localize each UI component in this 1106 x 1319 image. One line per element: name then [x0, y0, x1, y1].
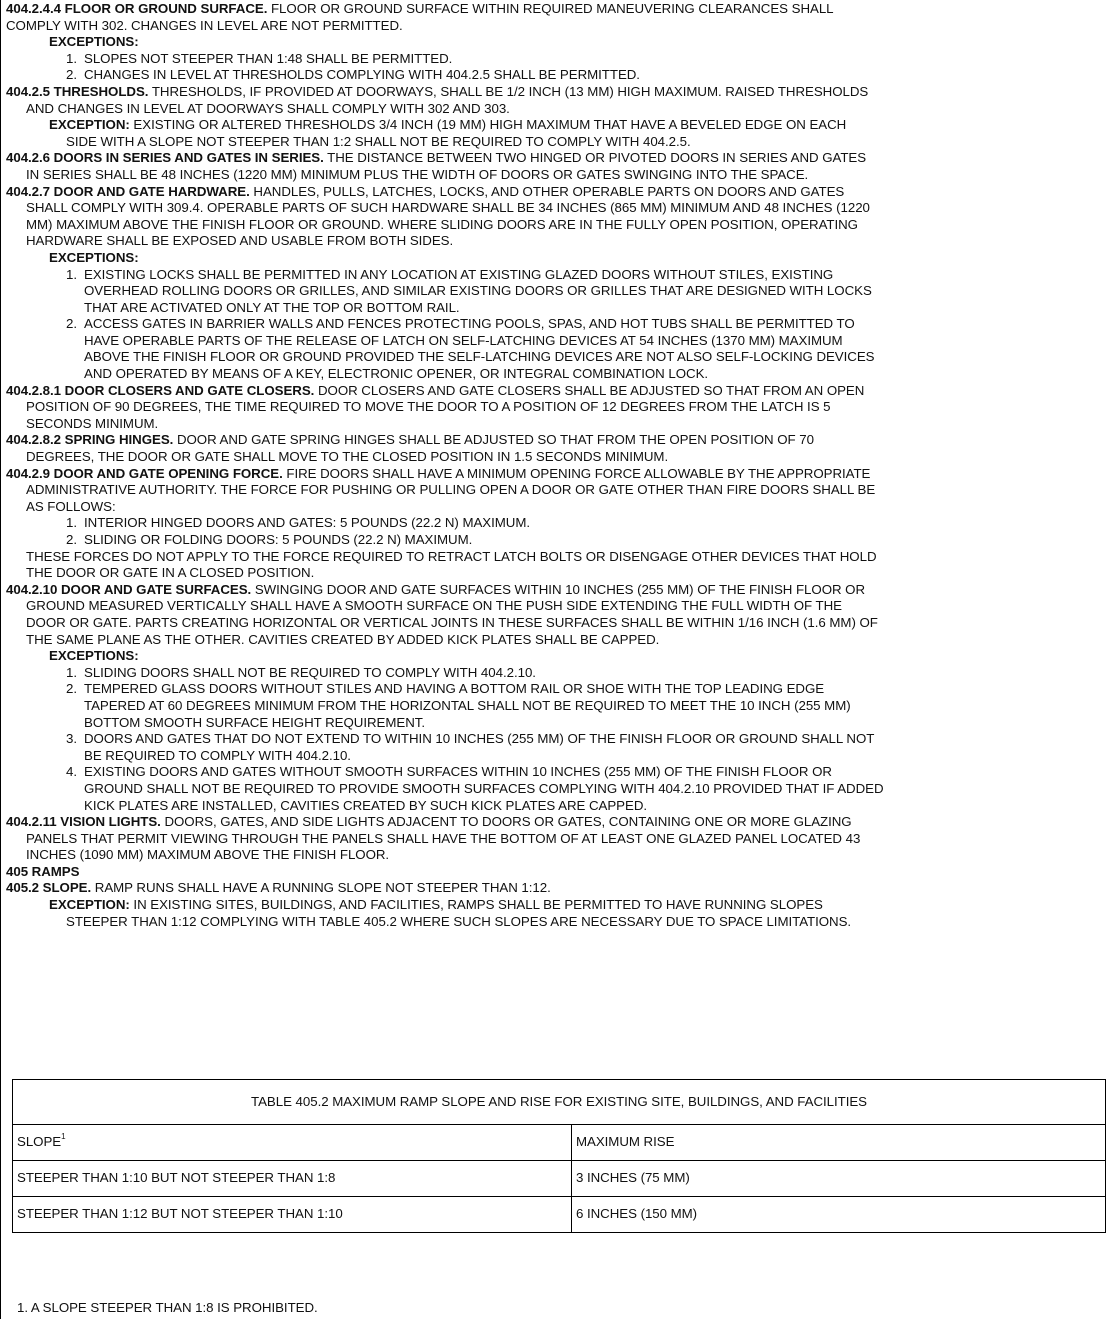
section-text: ADMINISTRATIVE AUTHORITY. THE FORCE FOR PUSHING OR PULLING OPEN A DOOR OR GATE OTHER THAN FIRE DOORS SHALL BE: [26, 482, 876, 498]
exception-text: SIDE WITH A SLOPE NOT STEEPER THAN 1:2 SHALL NOT BE REQUIRED TO COMPLY WITH 404.2.5.: [66, 133, 691, 149]
section-heading: 404.2.11 VISION LIGHTS.: [6, 814, 161, 830]
table-title: TABLE 405.2 MAXIMUM RAMP SLOPE AND RISE FOR EXISTING SITE, BUILDINGS, AND FACILITIES: [13, 1080, 1106, 1125]
section-heading: 404.2.5 THRESHOLDS.: [6, 83, 149, 99]
section-text: HARDWARE SHALL BE EXPOSED AND USABLE FROM BOTH SIDES.: [26, 233, 454, 249]
table-cell: 3 INCHES (75 MM): [572, 1161, 1106, 1197]
section-404-2-10: 404.2.10 DOOR AND GATE SURFACES. SWINGING DOOR AND GATE SURFACES WITHIN 10 INCHES (255 MM) OF THE FINISH FLOOR OR: [6, 581, 866, 597]
section-404-2-7: 404.2.7 DOOR AND GATE HARDWARE. HANDLES, PULLS, LATCHES, LOCKS, AND OTHER OPERABLE PARTS ON DOORS AND GATES: [6, 183, 845, 199]
section-405-2: 405.2 SLOPE. RAMP RUNS SHALL HAVE A RUNNING SLOPE NOT STEEPER THAN 1:12.: [6, 880, 551, 896]
column-header-max-rise: MAXIMUM RISE: [572, 1125, 1106, 1161]
table-405-2: [12, 1079, 1106, 1233]
table-cell: STEEPER THAN 1:10 BUT NOT STEEPER THAN 1:8: [13, 1161, 572, 1197]
section-404-2-9: 404.2.9 DOOR AND GATE OPENING FORCE. FIRE DOORS SHALL HAVE A MINIMUM OPENING FORCE ALLOWABLE BY THE APPROPRIATE: [6, 465, 871, 481]
section-text: AS FOLLOWS:: [26, 498, 116, 514]
section-heading: 404.2.8.2 SPRING HINGES.: [6, 432, 174, 448]
section-404-2-11: 404.2.11 VISION LIGHTS. DOORS, GATES, AND SIDE LIGHTS ADJACENT TO DOORS OR GATES, CONTAINING ONE OR MORE GLAZING: [6, 814, 852, 830]
list-item: 1. SLIDING DOORS SHALL NOT BE REQUIRED TO COMPLY WITH 404.2.10.: [66, 664, 536, 680]
list-item: 2. SLIDING OR FOLDING DOORS: 5 POUNDS (22.2 N) MAXIMUM.: [66, 532, 473, 547]
section-text: DEGREES, THE DOOR OR GATE SHALL MOVE TO THE CLOSED POSITION IN 1.5 SECONDS MINIMUM.: [26, 449, 669, 465]
section-text: MM) MAXIMUM ABOVE THE FINISH FLOOR OR GROUND. WHERE SLIDING DOORS ARE IN THE FULLY OPEN POSITION, OPERATING: [26, 216, 858, 232]
section-text: INCHES (1090 MM) MAXIMUM ABOVE THE FINISH FLOOR.: [26, 847, 390, 863]
section-404-2-6: 404.2.6 DOORS IN SERIES AND GATES IN SERIES. THE DISTANCE BETWEEN TWO HINGED OR PIVOTED DOORS IN SERIES AND GATES: [6, 150, 867, 166]
section-heading: 404.2.6 DOORS IN SERIES AND GATES IN SERIES.: [6, 150, 324, 166]
exceptions-heading: EXCEPTIONS:: [49, 34, 139, 50]
section-text: COMPLY WITH 302. CHANGES IN LEVEL ARE NOT PERMITTED.: [6, 17, 403, 33]
section-405-heading: 405 RAMPS: [6, 863, 80, 879]
list-item: 1. INTERIOR HINGED DOORS AND GATES: 5 POUNDS (22.2 N) MAXIMUM.: [66, 515, 531, 531]
section-text: PANELS THAT PERMIT VIEWING THROUGH THE PANELS SHALL HAVE THE BOTTOM OF AT LEAST ONE GLAZED PANEL LOCATED 43: [26, 830, 861, 846]
exceptions-heading: EXCEPTIONS:: [49, 249, 139, 265]
section-heading: 404.2.8.1 DOOR CLOSERS AND GATE CLOSERS.: [6, 382, 315, 398]
section-text: IN SERIES SHALL BE 48 INCHES (1220 MM) MINIMUM PLUS THE WIDTH OF DOORS OR GATES SWINGING INTO THE SPACE.: [26, 166, 809, 182]
section-text: GROUND MEASURED VERTICALLY SHALL HAVE A SMOOTH SURFACE ON THE PUSH SIDE EXTENDING THE FULL WIDTH OF THE: [26, 598, 842, 614]
exception-text: STEEPER THAN 1:12 COMPLYING WITH TABLE 405.2 WHERE SUCH SLOPES ARE NECESSARY DUE TO SPACE LIMITATIONS.: [66, 913, 852, 929]
section-text: AND CHANGES IN LEVEL AT DOORWAYS SHALL COMPLY WITH 302 AND 303.: [26, 100, 510, 116]
list-item: 3. DOORS AND GATES THAT DO NOT EXTEND TO WITHIN 10 INCHES (255 MM) OF THE FINISH FLOOR OR GROUND SHALL NOT BE REQUIRED TO COMPLY WITH 404.2.10.: [66, 731, 875, 763]
section-text: POSITION OF 90 DEGREES, THE TIME REQUIRED TO MOVE THE DOOR TO A POSITION OF 12 DEGREES FROM THE LATCH IS 5: [26, 399, 831, 415]
section-heading: 404.2.9 DOOR AND GATE OPENING FORCE.: [6, 465, 283, 481]
exception-text: EXCEPTION: IN EXISTING SITES, BUILDINGS, AND FACILITIES, RAMPS SHALL BE PERMITTED TO HAVE RUNNING SLOPES: [49, 897, 823, 913]
section-text: THESE FORCES DO NOT APPLY TO THE FORCE REQUIRED TO RETRACT LATCH BOLTS OR DISENGAGE OTHER DEVICES THAT HOLD: [26, 548, 877, 564]
section-heading: 405.2 SLOPE.: [6, 880, 92, 896]
section-heading: 404.2.4.4 FLOOR OR GROUND SURFACE.: [6, 1, 268, 16]
table-footnote: 1. A SLOPE STEEPER THAN 1:8 IS PROHIBITED.: [17, 1300, 318, 1315]
table-cell: 6 INCHES (150 MM): [572, 1197, 1106, 1233]
table-row: [13, 1197, 1106, 1233]
section-404-2-8-1: 404.2.8.1 DOOR CLOSERS AND GATE CLOSERS. DOOR CLOSERS AND GATE CLOSERS SHALL BE ADJUSTED SO THAT FROM AN OPEN: [6, 382, 865, 398]
table-header-row: [13, 1125, 1106, 1161]
list-item: 2. TEMPERED GLASS DOORS WITHOUT STILES AND HAVING A BOTTOM RAIL OR SHOE WITH THE TOP LEADING EDGE TAPERED AT 60 DEGREES MINIMUM FROM THE HORIZONTAL SHALL NOT BE REQUIRED TO MEET THE 10 INCH (255 MM) BOTTOM SMOOTH SURFACE HEIGHT REQUIREMENT.: [66, 681, 851, 730]
section-404-2-5: 404.2.5 THRESHOLDS. THRESHOLDS, IF PROVIDED AT DOORWAYS, SHALL BE 1/2 INCH (13 MM) HIGH MAXIMUM. RAISED THRESHOLDS: [6, 83, 869, 99]
section-text: DOOR OR GATE. PARTS CREATING HORIZONTAL OR VERTICAL JOINTS IN THESE SURFACES SHALL BE WITHIN 1/16 INCH (1.6 MM) OF: [26, 614, 878, 630]
section-text: SECONDS MINIMUM.: [26, 415, 159, 431]
section-text: SHALL COMPLY WITH 309.4. OPERABLE PARTS OF SUCH HARDWARE SHALL BE 34 INCHES (865 MM) MINIMUM AND 48 INCHES (1220: [26, 200, 870, 216]
section-text: THE SAME PLANE AS THE OTHER. CAVITIES CREATED BY ADDED KICK PLATES SHALL BE CAPPED.: [26, 631, 660, 647]
section-404-2-4-4: 404.2.4.4 FLOOR OR GROUND SURFACE. FLOOR OR GROUND SURFACE WITHIN REQUIRED MANEUVERING CLEARANCES SHALL: [6, 1, 834, 16]
section-text: THE DOOR OR GATE IN A CLOSED POSITION.: [26, 565, 315, 581]
section-heading: 404.2.10 DOOR AND GATE SURFACES.: [6, 581, 252, 597]
list-item: 1. EXISTING LOCKS SHALL BE PERMITTED IN ANY LOCATION AT EXISTING GLAZED DOORS WITHOUT STILES, EXISTING OVERHEAD ROLLING DOORS OR GRILLES, AND SIMILAR EXISTING DOORS OR GRILLES THAT ARE DESIGNED WITH LOCKS THAT ARE ACTIVATED ONLY AT THE TOP OR BOTTOM RAIL.: [66, 266, 872, 315]
list-item: 2. CHANGES IN LEVEL AT THRESHOLDS COMPLYING WITH 404.2.5 SHALL BE PERMITTED.: [66, 67, 640, 83]
exception-text: EXCEPTION: EXISTING OR ALTERED THRESHOLDS 3/4 INCH (19 MM) HIGH MAXIMUM THAT HAVE A BEVELED EDGE ON EACH: [49, 117, 847, 133]
list-item: 2. ACCESS GATES IN BARRIER WALLS AND FENCES PROTECTING POOLS, SPAS, AND HOT TUBS SHALL BE PERMITTED TO HAVE OPERABLE PARTS OF THE RELEASE OF LATCH ON SELF-LATCHING DEVICES AT 54 INCHES (1370 MM) MAXIMUM ABOVE THE FINISH FLOOR OR GROUND PROVIDED THE SELF-LATCHING DEVICES ARE NOT ALSO SELF-LOCKING DEVICES AND OPERATED BY MEANS OF A KEY, ELECTRONIC OPENER, OR INTEGRAL COMBINATION LOCK.: [66, 316, 875, 382]
list-item: 4. EXISTING DOORS AND GATES WITHOUT SMOOTH SURFACES WITHIN 10 INCHES (255 MM) OF THE FINISH FLOOR OR GROUND SHALL NOT BE REQUIRED TO PROVIDE SMOOTH SURFACES COMPLYING WITH 404.2.10 PROVIDED THAT IF ADDED KICK PLATES ARE INSTALLED, CAVITIES CREATED BY SUCH KICK PLATES ARE CAPPED.: [66, 764, 884, 813]
exceptions-heading: EXCEPTIONS:: [49, 648, 139, 664]
footnote-marker: 1: [61, 1132, 66, 1142]
column-header-slope: SLOPE$^1$: [13, 1125, 572, 1161]
list-item: 1. SLOPES NOT STEEPER THAN 1:48 SHALL BE PERMITTED.: [66, 50, 453, 66]
section-404-2-8-2: 404.2.8.2 SPRING HINGES. DOOR AND GATE SPRING HINGES SHALL BE ADJUSTED SO THAT FROM THE OPEN POSITION OF 70: [6, 432, 814, 448]
table-row: [13, 1161, 1106, 1197]
section-heading: 404.2.7 DOOR AND GATE HARDWARE.: [6, 183, 250, 199]
table-cell: STEEPER THAN 1:12 BUT NOT STEEPER THAN 1:10: [13, 1197, 572, 1233]
table-title-row: [13, 1080, 1106, 1125]
